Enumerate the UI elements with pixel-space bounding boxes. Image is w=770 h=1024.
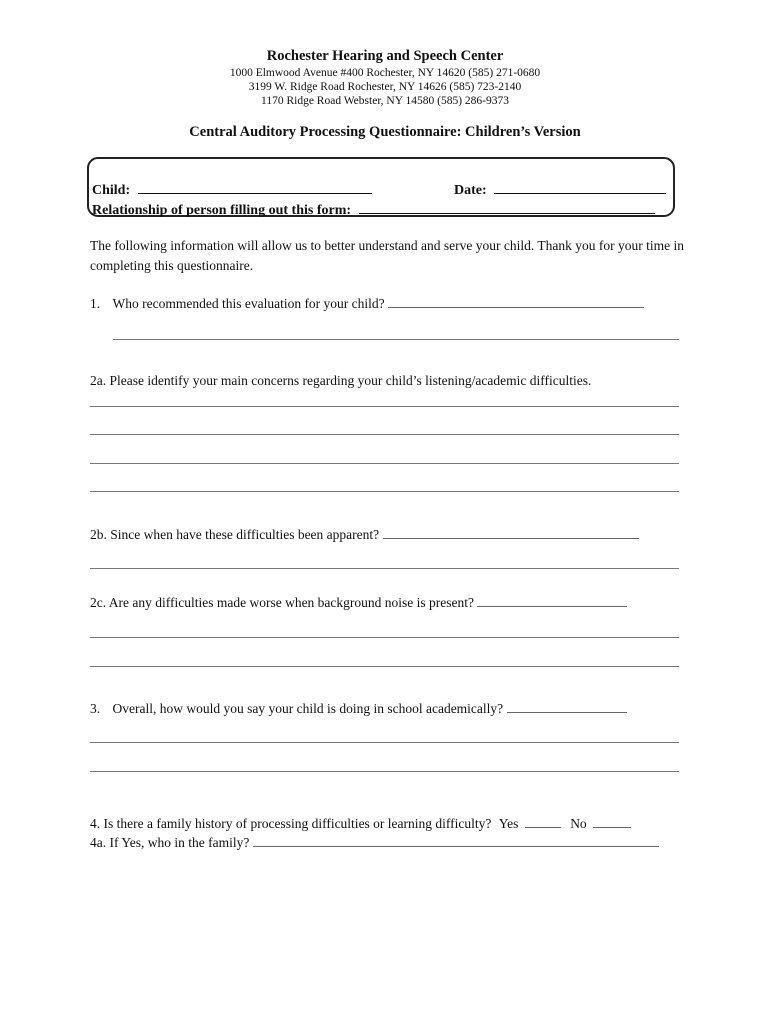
child-label: Child: [92, 183, 131, 198]
question-3-number: 3. [90, 701, 101, 716]
organization-name: Rochester Hearing and Speech Center [266, 48, 504, 64]
question-4-no-label: No [570, 816, 587, 831]
question-2b [90, 526, 639, 543]
question-2c-answer-line[interactable] [90, 637, 679, 638]
question-2b-answer-field[interactable] [383, 526, 639, 539]
question-4-yes-field[interactable] [525, 815, 561, 828]
question-2c-answer-field[interactable] [477, 594, 627, 607]
question-1-answer-line[interactable] [113, 339, 679, 340]
question-2c-answer-line[interactable] [90, 666, 679, 667]
question-2a-answer-line[interactable] [90, 406, 679, 407]
relationship-label: Relationship of person filling out this form: [92, 203, 352, 218]
question-2c [90, 594, 627, 611]
question-4a-text: 4a. If Yes, who in the family? [90, 835, 250, 850]
relationship-field[interactable] [359, 199, 655, 214]
address-line-1: 1000 Elmwood Avenue #400 Rochester, NY 14620 (585) 271-0680 [229, 67, 541, 79]
question-4 [90, 815, 631, 832]
question-3-answer-field[interactable] [507, 700, 627, 713]
question-4-text: 4. Is there a family history of processing difficulties or learning difficulty? [90, 816, 492, 831]
question-4a [90, 834, 659, 851]
question-1-text: Who recommended this evaluation for your child? [112, 296, 385, 311]
question-2b-text: 2b. Since when have these difficulties been apparent? [90, 527, 380, 542]
address-line-3: 1170 Ridge Road Webster, NY 14580 (585) 286-9373 [261, 95, 509, 107]
question-2a-answer-line[interactable] [90, 491, 679, 492]
question-1 [90, 295, 644, 312]
question-2a-answer-line[interactable] [90, 434, 679, 435]
question-2a [90, 373, 591, 389]
address-line-2: 3199 W. Ridge Road Rochester, NY 14626 (585) 723-2140 [248, 81, 522, 93]
question-1-answer-field[interactable] [388, 295, 644, 308]
date-row [454, 179, 666, 199]
question-4-yes-label: Yes [498, 816, 519, 831]
question-2a-text: 2a. Please identify your main concerns regarding your child’s listening/academic difficulties. [90, 373, 592, 388]
question-3-answer-line[interactable] [90, 771, 679, 772]
question-1-number: 1. [90, 296, 101, 311]
question-4a-answer-field[interactable] [253, 834, 659, 847]
question-3-answer-line[interactable] [90, 742, 679, 743]
child-row [92, 179, 372, 199]
form-title: Central Auditory Processing Questionnaire: Children’s Version [189, 124, 581, 140]
intro-text: The following information will allow us to better understand and serve your child. Thank you for your time in completing this questionnaire. [90, 238, 684, 273]
question-3-text: Overall, how would you say your child is doing in school academically? [112, 701, 504, 716]
question-4-no-field[interactable] [593, 815, 631, 828]
date-label: Date: [454, 183, 487, 198]
question-2a-answer-line[interactable] [90, 463, 679, 464]
child-info-box [87, 157, 675, 217]
question-2b-answer-line[interactable] [90, 568, 679, 569]
date-field[interactable] [494, 179, 666, 194]
relationship-row [92, 199, 655, 219]
child-field[interactable] [138, 179, 372, 194]
question-3 [90, 700, 627, 717]
question-2c-text: 2c. Are any difficulties made worse when background noise is present? [90, 595, 475, 610]
